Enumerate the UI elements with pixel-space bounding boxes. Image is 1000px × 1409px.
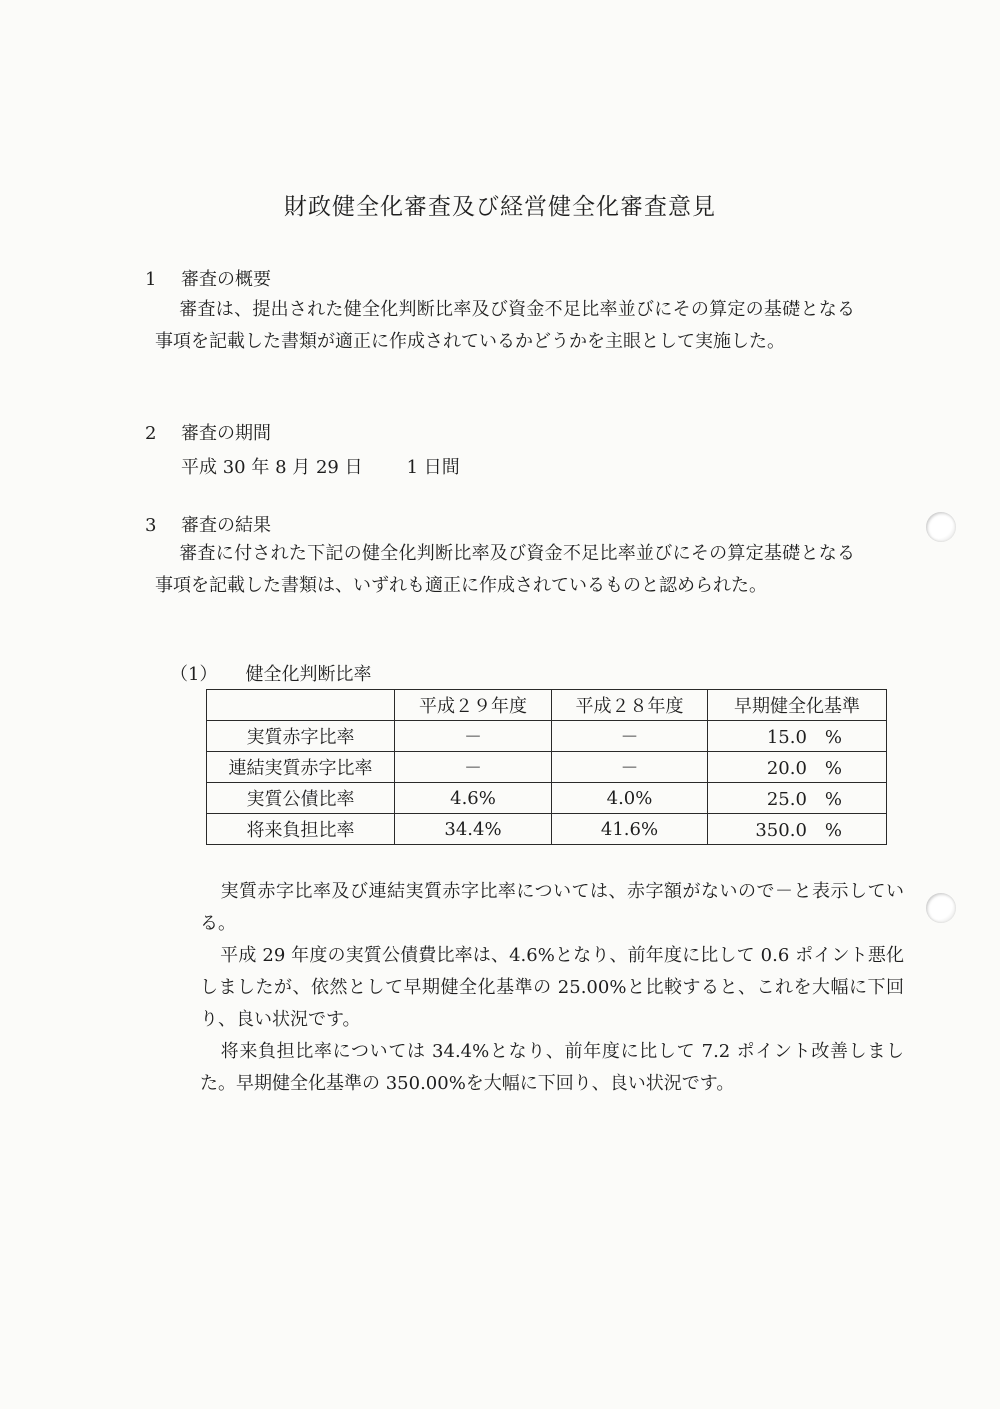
row-label: 実質公債比率	[207, 783, 395, 814]
table-header-row	[207, 690, 887, 721]
table-cell: －	[552, 752, 708, 783]
table-cell: 4.6%	[395, 783, 552, 814]
note-text: 平成 29 年度の実質公債費比率は、4.6%となり、前年度に比して 0.6 ポイント悪化しましたが、依然として早期健全化基準の 25.00%と比較すると、これを大幅に下回り、良い状況です。	[200, 945, 904, 1030]
table-cell: 15.0 %	[708, 721, 887, 752]
header-cell: 平成２８年度	[552, 690, 708, 721]
section-number: 2	[145, 423, 157, 444]
paragraph-text: 審査に付された下記の健全化判断比率及び資金不足比率並びにその算定基礎となる事項を記載した書類は、いずれも適正に作成されているものと認められた。	[155, 543, 855, 596]
section-2-heading	[145, 419, 271, 445]
note-paragraph	[200, 1036, 904, 1100]
review-date: 平成 30 年 8 月 29 日	[181, 457, 363, 478]
table-row	[207, 721, 887, 752]
table-cell: 350.0 %	[708, 814, 887, 845]
note-paragraph	[200, 876, 904, 940]
section-3-body	[155, 538, 855, 602]
subsection-label: （1）	[170, 664, 218, 685]
table-cell: 4.0%	[552, 783, 708, 814]
section-1-heading	[145, 265, 271, 291]
section-3-heading	[145, 511, 271, 537]
header-cell: 平成２９年度	[395, 690, 552, 721]
row-label: 実質赤字比率	[207, 721, 395, 752]
section-1-body	[155, 294, 855, 358]
table-row	[207, 752, 887, 783]
subsection-title: 健全化判断比率	[245, 664, 372, 685]
table-row	[207, 814, 887, 845]
section-number: 3	[145, 515, 157, 536]
review-period	[181, 453, 460, 479]
subsection-heading	[170, 660, 371, 686]
table-cell: －	[395, 721, 552, 752]
review-duration: 1 日間	[406, 457, 460, 478]
row-label: 連結実質赤字比率	[207, 752, 395, 783]
table-row	[207, 783, 887, 814]
note-text: 将来負担比率については 34.4%となり、前年度に比して 7.2 ポイント改善しました。早期健全化基準の 350.00%を大幅に下回り、良い状況です。	[200, 1041, 904, 1094]
table-cell: －	[552, 721, 708, 752]
notes	[200, 876, 904, 1100]
section-title: 審査の結果	[181, 515, 271, 536]
note-text: 実質赤字比率及び連結実質赤字比率については、赤字額がないので－と表示している。	[200, 881, 904, 934]
header-cell	[207, 690, 395, 721]
table-cell: 25.0 %	[708, 783, 887, 814]
table-cell: 20.0 %	[708, 752, 887, 783]
paragraph-text: 審査は、提出された健全化判断比率及び資金不足比率並びにその算定の基礎となる事項を記載した書類が適正に作成されているかどうかを主眼として実施した。	[155, 299, 855, 352]
ratio-table	[206, 689, 887, 845]
note-paragraph	[200, 940, 904, 1036]
table-cell: －	[395, 752, 552, 783]
header-cell: 早期健全化基準	[708, 690, 887, 721]
page-title: 財政健全化審査及び経営健全化審査意見	[284, 194, 716, 220]
section-number: 1	[145, 269, 157, 290]
table-cell: 41.6%	[552, 814, 708, 845]
punch-hole	[926, 512, 956, 542]
section-title: 審査の概要	[181, 269, 271, 290]
punch-hole	[926, 893, 956, 923]
row-label: 将来負担比率	[207, 814, 395, 845]
section-title: 審査の期間	[181, 423, 271, 444]
table-cell: 34.4%	[395, 814, 552, 845]
